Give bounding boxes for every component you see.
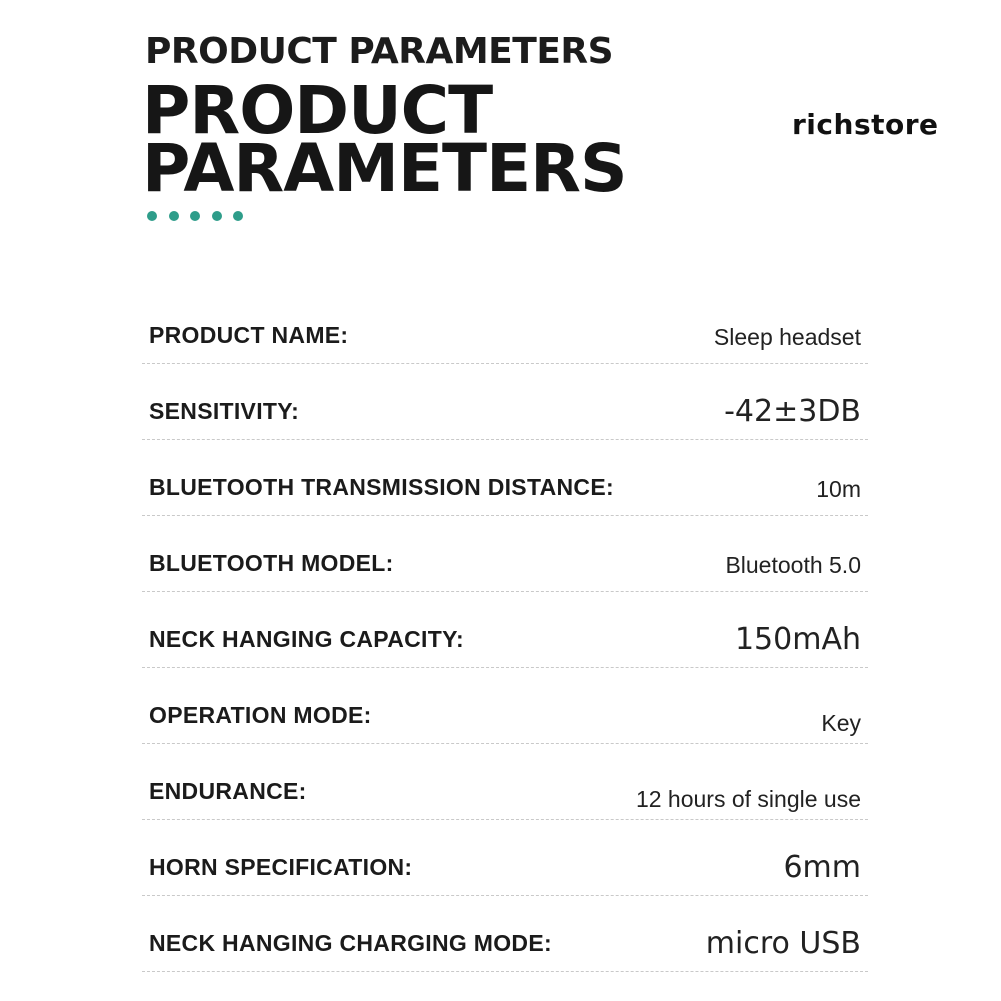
param-label: ENDURANCE:: [149, 778, 307, 804]
param-value: -42±3DB: [724, 394, 861, 429]
param-label: SENSITIVITY:: [149, 398, 300, 424]
param-label: PRODUCT NAME:: [149, 322, 349, 348]
param-label: OPERATION MODE:: [149, 702, 372, 728]
param-value: 12 hours of single use: [635, 786, 861, 812]
param-label: BLUETOOTH MODEL:: [149, 550, 394, 576]
table-row: [142, 288, 868, 364]
param-label: HORN SPECIFICATION:: [149, 854, 413, 880]
param-value: micro USB: [705, 926, 861, 961]
dot-icon: [190, 211, 200, 221]
param-value: Sleep headset: [713, 324, 861, 350]
page-title: [142, 72, 627, 207]
param-value: Bluetooth 5.0: [725, 552, 861, 578]
param-value: 6mm: [783, 850, 861, 885]
table-row: [142, 592, 868, 668]
table-row: [142, 364, 868, 440]
table-row: [142, 896, 868, 972]
param-label: NECK HANGING CHARGING MODE:: [149, 930, 552, 956]
parameter-table: [142, 288, 868, 972]
table-row: [142, 516, 868, 592]
table-row: [142, 820, 868, 896]
table-row: [142, 668, 868, 744]
dot-icon: [147, 211, 157, 221]
param-value: 10m: [816, 476, 861, 502]
title-line-2: PARAMETERS: [142, 130, 627, 207]
param-value: Key: [821, 710, 861, 736]
dot-icon: [169, 211, 179, 221]
brand-logo: richstore: [792, 108, 939, 141]
param-value: 150mAh: [734, 622, 861, 657]
dot-icon: [233, 211, 243, 221]
table-row: [142, 744, 868, 820]
subtitle: PRODUCT PARAMETERS: [145, 31, 614, 72]
dot-icon: [212, 211, 222, 221]
param-label: BLUETOOTH TRANSMISSION DISTANCE:: [149, 474, 614, 500]
title-line-1: PRODUCT: [142, 72, 493, 149]
decorative-dots: [147, 211, 243, 222]
table-row: [142, 440, 868, 516]
param-label: NECK HANGING CAPACITY:: [149, 626, 464, 652]
